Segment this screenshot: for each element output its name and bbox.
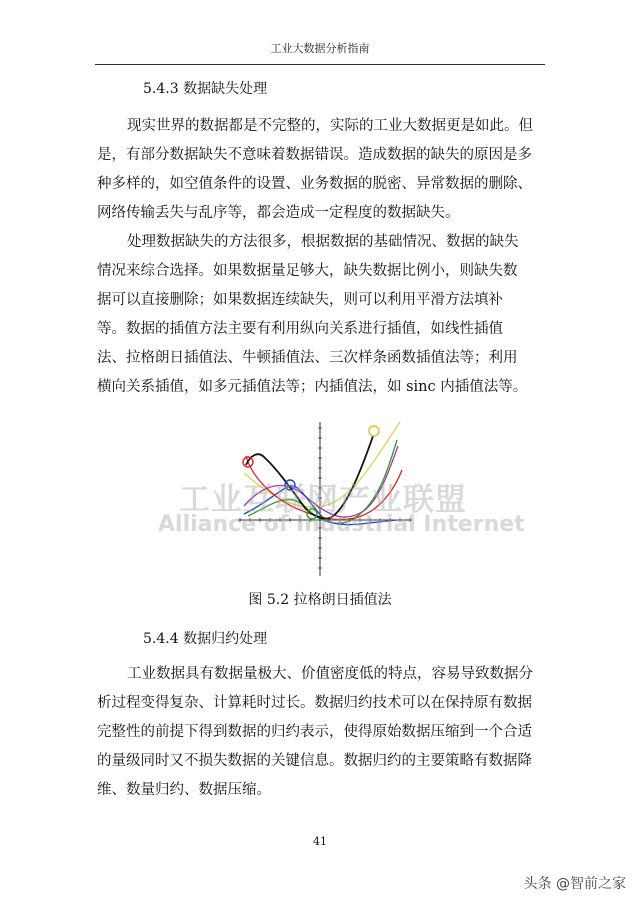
paragraph-line: 情况来综合选择。如果数据量足够大，缺失数据比例小，则缺失数 (97, 263, 518, 279)
watermark-english-text: Alliance of Industrial Internet (158, 512, 525, 537)
lagrange-interpolation-figure (230, 418, 415, 578)
yellow-data-point (369, 426, 379, 436)
black-interpolation-curve (246, 436, 373, 519)
paragraph-line: 工业数据具有数据量极大、价值密度低的特点，容易导致数据分 (127, 666, 533, 682)
paragraph-line: 处理数据缺失的方法很多，根据数据的基础情况、数据的缺失 (127, 234, 519, 250)
header-rule (95, 64, 545, 65)
paragraph-missing-data-intro (97, 112, 547, 228)
paragraph-line: 网络传输丢失与乱序等，都会造成一定程度的数据缺失。 (97, 205, 460, 221)
paragraph-line: 横向关系插值，如多元插值法等；内插值法，如 sinc 内插值法等。 (97, 379, 528, 395)
watermark-chinese-text: 工业互联网产业联盟 (179, 482, 467, 518)
paragraph-line: 的量级同时又不损失数据的关键信息。数据归约的主要策略有数据降 (97, 753, 532, 769)
paragraph-line: 是，有部分数据缺失不意味着数据错误。造成数据的缺失的原因是多 (97, 147, 532, 163)
paragraph-data-reduction (97, 660, 547, 805)
page-number: 41 (313, 835, 327, 848)
paragraph-line: 维、数量归约、数据压缩。 (97, 782, 271, 798)
paragraph-line: 等。数据的插值方法主要有利用纵向关系进行插值，如线性插值 (97, 321, 503, 337)
paragraph-line: 析过程变得复杂、计算耗时过长。数据归约技术可以在保持原有数据 (97, 695, 532, 711)
figure-caption: 图 5.2 拉格朗日插值法 (248, 592, 392, 608)
paragraph-line: 种多样的，如空值条件的设置、业务数据的脱密、异常数据的删除、 (97, 176, 532, 192)
source-watermark-text: 头条 @智前之家 (523, 876, 626, 892)
section-heading-5-4-4: 5.4.4 数据归约处理 (143, 631, 268, 647)
section-heading-5-4-3: 5.4.3 数据缺失处理 (143, 81, 268, 97)
running-header: 工业大数据分析指南 (270, 42, 370, 55)
paragraph-line: 完整性的前提下得到数据的归约表示，使得原始数据压缩到一个合适 (97, 724, 532, 740)
paragraph-line: 据可以直接删除；如果数据连续缺失，则可以利用平滑方法填补 (97, 292, 503, 308)
paragraph-line: 法、拉格朗日插值法、牛顿插值法、三次样条函数插值法等；利用 (97, 350, 518, 366)
paragraph-missing-data-methods (97, 228, 547, 402)
green-interpolation-curve (248, 440, 397, 523)
paragraph-line: 现实世界的数据都是不完整的，实际的工业大数据更是如此。但 (127, 118, 533, 134)
